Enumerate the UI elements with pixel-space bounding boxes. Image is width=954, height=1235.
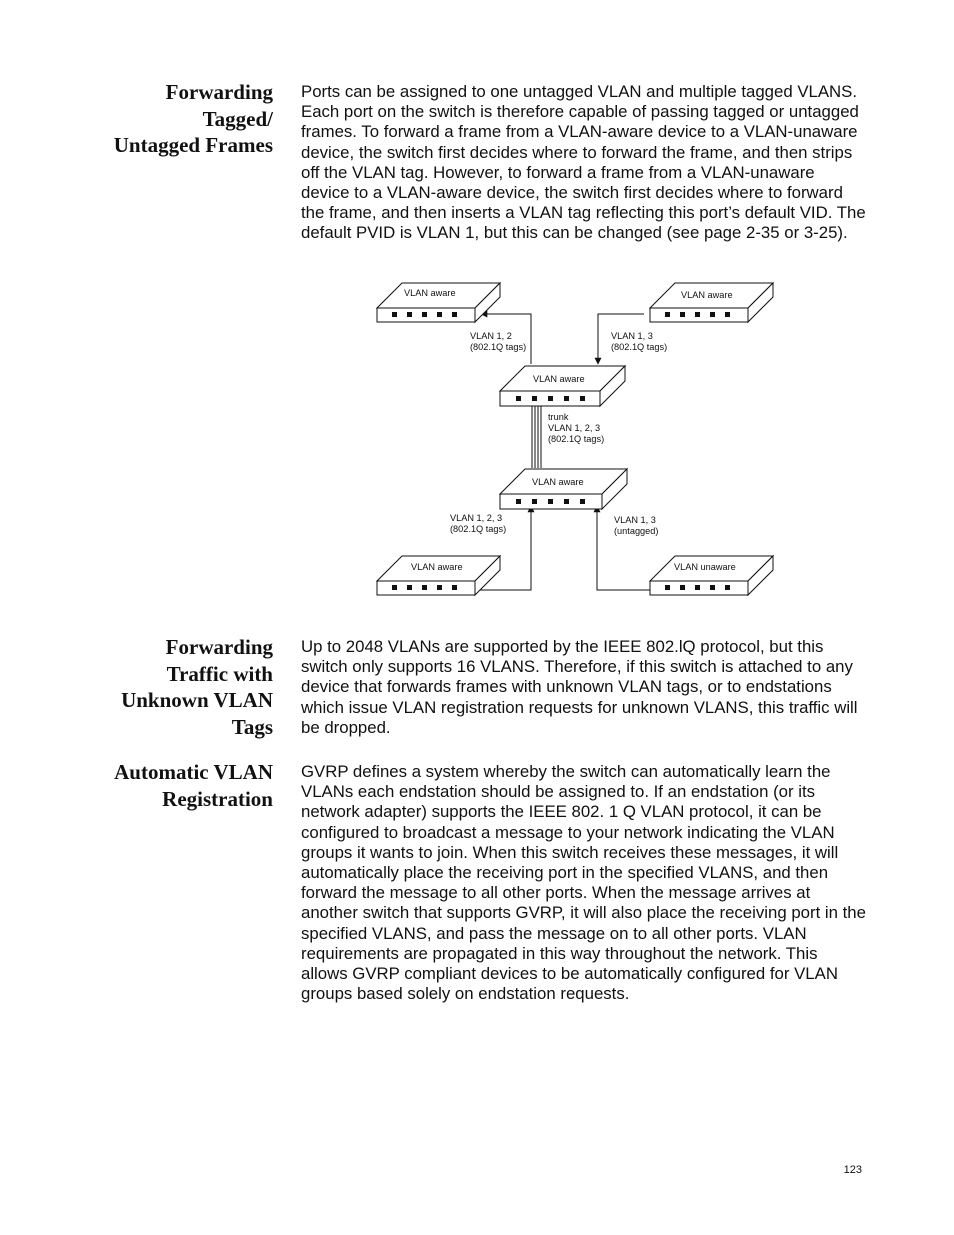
heading-line: Forwarding — [165, 80, 273, 104]
switch-bottom-right — [650, 556, 773, 595]
paragraph-automatic-vlan-registration: GVRP defines a system whereby the switch can automatically learn the VLANs each endstation should be assigned to. If an endstation (or its network adapter) supports the IEEE 802. 1 Q VLAN protocol, it can be configured to broadcast a message to your network indicating the VLAN groups it wants to join. When this switch receives these messages, it will automatically place the receiving port in the specified VLANS, and then forward the message to all other ports. When the message arrives at another switch that supports GVRP, it will also place the receiving port in the specified VLANS, and pass the message on to all other ports. VLAN requirements are propagated in this way throughout the network. This allows GVRP compliant devices to be automatically configured for VLAN groups based solely on endstation requests. — [301, 762, 866, 1004]
link-label-bottom-left-tags: (802.1Q tags) — [450, 524, 507, 534]
heading-line: Traffic with — [166, 661, 273, 686]
switch-label: VLAN aware — [404, 288, 456, 298]
link-label-top-left-tags: (802.1Q tags) — [470, 342, 527, 352]
vlan-network-diagram — [360, 272, 790, 606]
heading-forwarding-unknown-vlan-tags — [60, 634, 273, 740]
trunk-label-tags: (802.1Q tags) — [548, 434, 605, 444]
link-label-bottom-right-vlan: VLAN 1, 3 — [614, 515, 656, 525]
link-label-bottom-left-vlan: VLAN 1, 2, 3 — [450, 513, 503, 523]
link-label-top-left-vlan: VLAN 1, 2 — [470, 331, 512, 341]
switch-label: VLAN aware — [532, 477, 584, 487]
paragraph-forwarding-tagged-untagged: Ports can be assigned to one untagged VLAN and multiple tagged VLANS. Each port on the switch is therefore capable of passing tagged or untagged frames. To forward a frame from a VLAN-aware device to a VLAN-unaware device, the switch first decides where to forward the frame, and then strips off the VLAN tag. However, to forward a frame from a VLAN-unaware device to a VLAN-aware device, the switch first decides where to forward the frame, and then inserts a VLAN tag reflecting this port’s default VID. The default PVID is VLAN 1, but this can be changed (see page 2-35 or 3-25). — [301, 82, 866, 243]
switch-label: VLAN unaware — [674, 562, 736, 572]
heading-line: Forwarding — [165, 635, 273, 659]
switch-top-right — [650, 283, 773, 322]
heading-line: Tagged/ — [202, 106, 273, 131]
trunk-label-vlan: VLAN 1, 2, 3 — [548, 423, 601, 433]
heading-line: Automatic VLAN — [114, 760, 273, 784]
page-number: 123 — [843, 1164, 862, 1176]
heading-line: Untagged Frames — [113, 133, 273, 157]
heading-forwarding-tagged-untagged — [60, 79, 273, 159]
switch-label: VLAN aware — [681, 290, 733, 300]
trunk-label: trunk — [548, 412, 569, 422]
switch-top-left — [377, 283, 500, 322]
switch-center-upper — [500, 366, 625, 406]
switch-label: VLAN aware — [533, 374, 585, 384]
link-label-bottom-right-untagged: (untagged) — [614, 526, 659, 536]
link-label-top-right-tags: (802.1Q tags) — [611, 342, 668, 352]
switch-center-lower — [500, 469, 627, 509]
heading-automatic-vlan-registration — [60, 759, 273, 812]
heading-line: Tags — [231, 714, 273, 739]
switch-bottom-left — [377, 556, 500, 595]
heading-line: Registration — [162, 786, 273, 811]
paragraph-forwarding-unknown-vlan-tags: Up to 2048 VLANs are supported by the IEEE 802.lQ protocol, but this switch only supports 16 VLANS. Therefore, if this switch is attached to any device that forwards frames with unknown VLAN tags, or to endstations which issue VLAN registration requests for unknown VLANS, this traffic will be dropped. — [301, 637, 858, 737]
link-label-top-right-vlan: VLAN 1, 3 — [611, 331, 653, 341]
heading-line: Unknown VLAN — [121, 688, 273, 712]
trunk-lines — [532, 406, 541, 468]
switch-label: VLAN aware — [411, 562, 463, 572]
